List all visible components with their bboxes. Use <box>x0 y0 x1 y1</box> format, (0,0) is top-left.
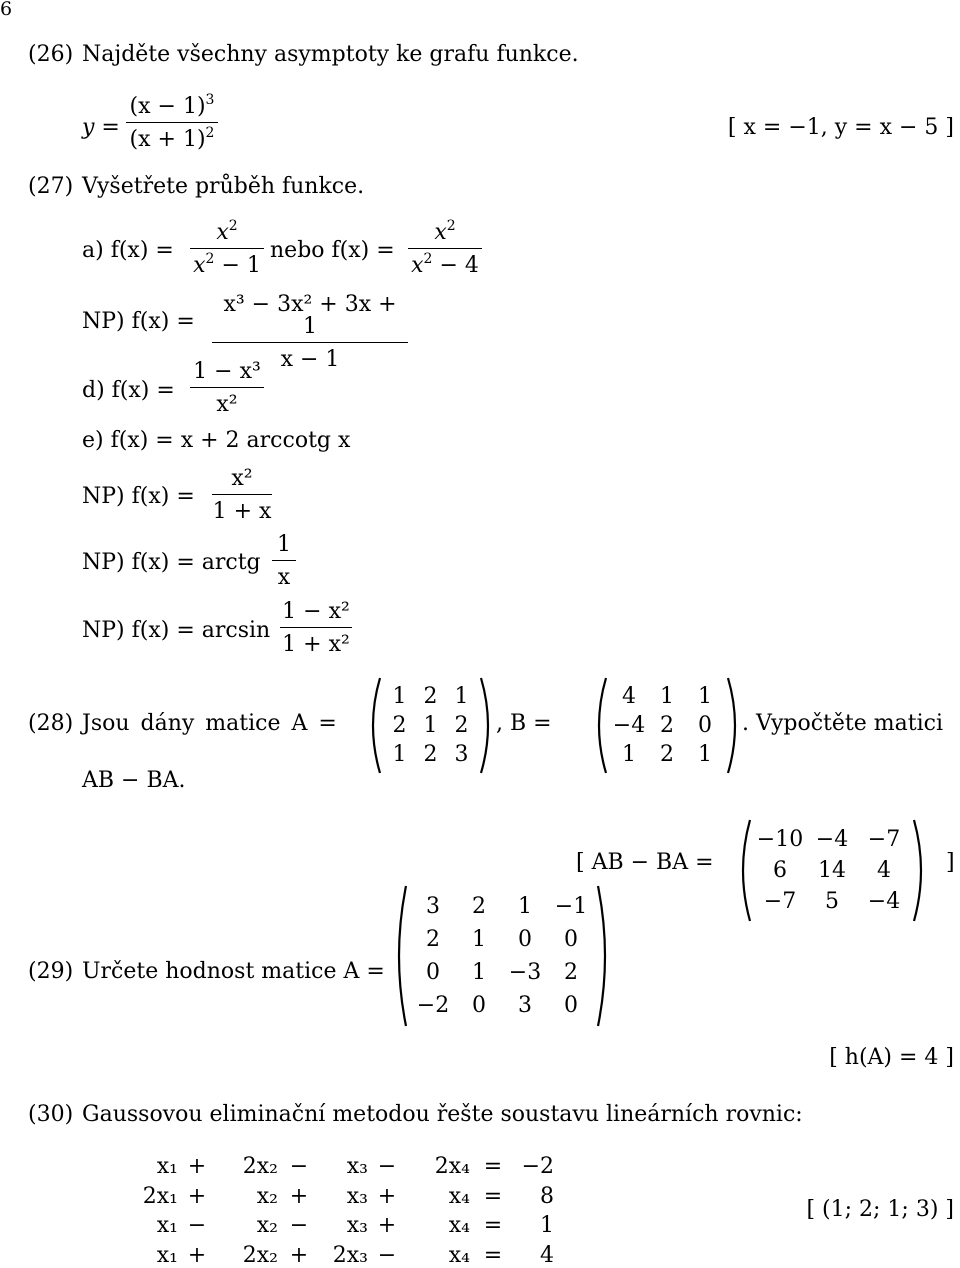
problem-27a-den2: x <box>411 253 424 278</box>
problem-27-np4-num: 1 − x² <box>282 599 350 624</box>
matrix-a-cell: 1 <box>392 741 407 767</box>
problem-27a-mid: nebo f(x) = <box>270 238 395 263</box>
problem-27-np2-den: 1 + x <box>212 499 272 524</box>
matrix-29-cell: 0 <box>518 926 532 952</box>
problem-26-den-exponent: 2 <box>205 125 215 141</box>
equation-term: = <box>483 1184 503 1209</box>
matrix-29-cell: 2 <box>564 959 578 985</box>
equation-term: 2x₄ <box>434 1154 470 1179</box>
problem-27a-num2: x <box>434 220 447 245</box>
matrix-29-cell: 3 <box>426 893 440 919</box>
equation-term: 1 <box>540 1213 554 1238</box>
matrix-29-cell: 1 <box>472 926 486 952</box>
problem-29-number: (29) <box>28 959 74 984</box>
problem-26-number: (26) <box>28 42 74 67</box>
problem-27d-label: d) f(x) = <box>82 378 175 403</box>
equation-term: x₁ <box>156 1154 178 1179</box>
equation-term: x₁ <box>156 1243 178 1268</box>
equation-term: + <box>377 1213 397 1238</box>
equation-term: x₃ <box>346 1184 368 1209</box>
matrix-b-cell: 2 <box>660 741 674 767</box>
problem-27-np3-fraction <box>272 534 296 589</box>
matrix-a-cell: 3 <box>454 741 469 767</box>
equation-term: − <box>187 1213 207 1238</box>
matrix-29-left-paren <box>399 886 406 1026</box>
matrix-29-cell: 0 <box>426 959 440 985</box>
problem-27a-num2-exp: 2 <box>446 218 456 234</box>
matrix-a-cell: 1 <box>423 712 438 738</box>
problem-27d-fraction <box>190 361 264 416</box>
equation-term: x₃ <box>346 1213 368 1238</box>
problem-26-answer: [ x = −1, y = x − 5 ] <box>727 115 954 140</box>
problem-27-np2-fraction <box>212 468 272 523</box>
problem-28-tail: . Vypočtěte matici <box>742 711 943 736</box>
problem-26-numerator: (x − 1) <box>129 94 206 119</box>
problem-27-np2-num: x² <box>231 466 253 491</box>
matrix-29-cell: 2 <box>426 926 440 952</box>
equation-term: x₄ <box>448 1213 470 1238</box>
matrix-answer-cell: −10 <box>756 826 804 852</box>
equation-term: 2x₃ <box>332 1243 368 1268</box>
equation-term: 4 <box>540 1243 554 1268</box>
equation-term: 8 <box>540 1184 554 1209</box>
problem-27-np2-label: NP) f(x) = <box>82 484 195 509</box>
matrix-a <box>366 676 495 775</box>
equation-term: + <box>187 1154 207 1179</box>
matrix-answer-cell: 6 <box>773 857 787 883</box>
matrix-answer-cell: 14 <box>818 857 846 883</box>
equation-term: − <box>377 1243 397 1268</box>
equation-term: + <box>187 1243 207 1268</box>
matrix-answer-cell: −7 <box>867 826 901 852</box>
equation-term: x₂ <box>256 1213 278 1238</box>
matrix-29-cell: 1 <box>472 959 486 985</box>
problem-29-answer: [ h(A) = 4 ] <box>829 1045 954 1070</box>
matrix-a-cell: 2 <box>423 741 438 767</box>
problem-27-np4-label: NP) f(x) = arcsin <box>82 618 271 643</box>
matrix-answer-cell: −7 <box>763 888 797 914</box>
matrix-29-cell: 2 <box>472 893 486 919</box>
matrix-answer <box>736 818 928 923</box>
problem-27a-label: a) f(x) = <box>82 238 174 263</box>
equation-term: 2x₂ <box>242 1243 278 1268</box>
problem-27-np1-den: x − 1 <box>280 347 340 372</box>
equation-term: 2x₂ <box>242 1154 278 1179</box>
problem-28-answer-label: [ AB − BA = <box>576 850 714 875</box>
problem-29-text: Určete hodnost matice A = <box>82 959 385 984</box>
problem-30-text: Gaussovou eliminační metodou řešte soustavu lineárních rovnic: <box>82 1102 803 1127</box>
problem-30-answer: [ (1; 2; 1; 3) ] <box>806 1197 954 1222</box>
matrix-29-cell: 1 <box>518 893 532 919</box>
matrix-b-cell: 4 <box>622 683 636 709</box>
problem-27-np3-num: 1 <box>277 532 291 557</box>
problem-26-lhs: y = <box>82 115 120 140</box>
problem-27-number: (27) <box>28 174 74 199</box>
matrix-29-cell: 3 <box>518 992 532 1018</box>
page-number: 6 <box>0 0 13 20</box>
matrix-b-cell: 2 <box>660 712 674 738</box>
problem-27a-num: x <box>216 220 229 245</box>
problem-28-number: (28) <box>28 711 74 736</box>
problem-27d-den: x² <box>216 392 238 417</box>
problem-27a-fraction-1 <box>190 218 264 278</box>
problem-30-number: (30) <box>28 1102 74 1127</box>
matrix-a-cell: 1 <box>454 683 469 709</box>
matrix-b-cell: 0 <box>698 712 712 738</box>
problem-27a-num-exp: 2 <box>228 218 238 234</box>
problem-27a-den-rest: − 1 <box>214 253 261 278</box>
matrix-29-cell: 0 <box>472 992 486 1018</box>
matrix-answer-left-paren <box>743 820 750 921</box>
problem-27-np1-label: NP) f(x) = <box>82 309 195 334</box>
matrix-a-cell: 2 <box>454 712 469 738</box>
equation-term: − <box>289 1154 309 1179</box>
problem-28-line2: AB − BA. <box>82 768 186 793</box>
matrix-b <box>592 676 742 775</box>
equation-term: + <box>289 1243 309 1268</box>
problem-28-answer-close: ] <box>946 850 955 875</box>
problem-27e: e) f(x) = x + 2 arccotg x <box>82 428 351 453</box>
matrix-a-cell: 2 <box>423 683 438 709</box>
matrix-a-cell: 1 <box>392 683 407 709</box>
equation-term: + <box>187 1184 207 1209</box>
matrix-29 <box>392 884 612 1028</box>
problem-27a-den2-rest: − 4 <box>432 253 479 278</box>
problem-26-num-exponent: 3 <box>205 92 215 108</box>
problem-27-np3-den: x <box>277 565 291 590</box>
matrix-answer-cell: 5 <box>825 888 839 914</box>
matrix-answer-right-paren <box>914 820 921 921</box>
matrix-b-cell: 1 <box>660 683 674 709</box>
matrix-answer-cell: 4 <box>877 857 891 883</box>
matrix-29-cell: −2 <box>416 992 450 1018</box>
equation-term: x₄ <box>448 1243 470 1268</box>
matrix-b-cell: 1 <box>698 741 712 767</box>
equation-term: − <box>377 1154 397 1179</box>
problem-26-fraction <box>126 92 218 152</box>
equation-term: x₄ <box>448 1184 470 1209</box>
equation-term: − <box>289 1213 309 1238</box>
problem-28-sep: , B = <box>496 711 552 736</box>
matrix-29-cell: −1 <box>554 893 588 919</box>
problem-26-denominator: (x + 1) <box>129 127 206 152</box>
matrix-29-cell: 0 <box>564 926 578 952</box>
matrix-b-cell: −4 <box>612 712 646 738</box>
equation-term: + <box>289 1184 309 1209</box>
equation-term: = <box>483 1154 503 1179</box>
equation-term: x₂ <box>256 1184 278 1209</box>
equation-term: = <box>483 1213 503 1238</box>
matrix-29-right-paren <box>598 886 605 1026</box>
matrix-answer-cell: −4 <box>867 888 901 914</box>
problem-27-text: Vyšetřete průběh funkce. <box>82 174 365 199</box>
equation-term: x₃ <box>346 1154 368 1179</box>
equation-term: x₁ <box>156 1213 178 1238</box>
equation-term: + <box>377 1184 397 1209</box>
matrix-b-right-paren <box>728 678 735 773</box>
problem-28-text: Jsou dány matice A = <box>82 711 337 736</box>
problem-27d-num: 1 − x³ <box>193 359 261 384</box>
matrix-answer-cell: −4 <box>815 826 849 852</box>
problem-27a-den: x <box>193 253 206 278</box>
matrix-29-cell: 0 <box>564 992 578 1018</box>
problem-27a-den2-exp: 2 <box>423 251 433 267</box>
matrix-b-cell: 1 <box>698 683 712 709</box>
equation-term: = <box>483 1243 503 1268</box>
equation-term: −2 <box>521 1154 554 1179</box>
problem-27a-fraction-2 <box>408 218 482 278</box>
problem-27-np4-fraction <box>280 601 352 656</box>
matrix-29-cell: −3 <box>508 959 542 985</box>
problem-27-np4-den: 1 + x² <box>282 632 350 657</box>
problem-27a-den-exp: 2 <box>205 251 215 267</box>
matrix-b-cell: 1 <box>622 741 636 767</box>
problem-26-text: Najděte všechny asymptoty ke grafu funkce. <box>82 42 579 67</box>
equation-term: 2x₁ <box>142 1184 178 1209</box>
matrix-a-cell: 2 <box>392 712 407 738</box>
problem-27-np3-label: NP) f(x) = arctg <box>82 550 261 575</box>
problem-27-np1-num: x³ − 3x² + 3x + 1 <box>223 292 397 339</box>
